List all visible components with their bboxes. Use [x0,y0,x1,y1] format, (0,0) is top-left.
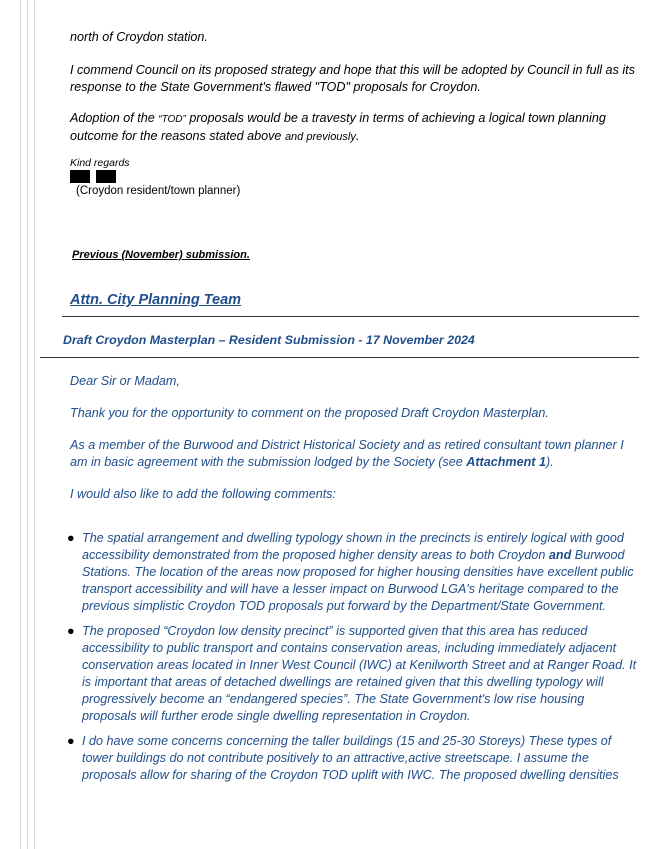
adoption-paragraph [70,110,640,146]
bullet-icon: ● [67,624,75,638]
add-comments: I would also like to add the following comments: [70,487,337,501]
redaction-block [96,170,116,183]
margin-line [20,0,21,849]
list-item [67,733,638,784]
thanks-paragraph: Thank you for the opportunity to comment on the proposed Draft Croydon Masterplan. [70,406,549,420]
margin-line [34,0,35,849]
divider [40,357,639,358]
adoption-text-a: Adoption of the [70,111,159,125]
member-text-b: ). [546,455,554,469]
attachment-ref: Attachment 1 [466,455,546,469]
adoption-text-b: proposals would be a travesty in terms of achieving a logical town planning outcome for the reasons stated above [70,111,606,143]
comments-list [67,530,638,784]
bullet-text: Burwood Stations. The location of the areas now proposed for higher housing densities have excellent public transport accessibility and will have a lesser impact on Burwood LGA's heritage compared to the previous simplistic Croydon TOD proposals put forward by the Department/State Government. [82,548,634,613]
adoption-previously: and previously [284,131,356,143]
attn-heading: Attn. City Planning Team [70,292,242,308]
bullet-icon: ● [67,531,75,545]
list-item [67,623,638,725]
resident-signature: (Croydon resident/town planner) [76,185,241,197]
salutation: Dear Sir or Madam, [70,374,180,388]
bullet-icon: ● [67,734,75,748]
margin-line [27,0,28,849]
bullet-text: The spatial arrangement and dwelling typology shown in the precincts is entirely logical with good accessibility demonstrated from the proposed higher density areas to both Croydon [82,531,624,562]
submission-title: Draft Croydon Masterplan – Resident Submission - 17 November 2024 [63,333,475,347]
bullet-text: The proposed “Croydon low density precinct” is supported given that this area has reduced accessibility to public transport and contains conservation areas, including immediately adjacent conservation areas located in Inner West Council (IWC) at Kenilworth Street and at Ranger Road. It is important that areas of detached dwellings are retained given that this dwelling typology will progressively become an “endangered species”. The State Government's low rise housing proposals will further erode single dwelling representation in Croydon. [82,624,637,723]
bullet-bold: and [548,548,572,562]
redaction-block [70,170,90,183]
bullet-text: I do have some concerns concerning the taller buildings (15 and 25-30 Storeys) These types of tower buildings do not contribute positively to an attractive,active streetscape. I assume the proposals allow for sharing of the Croydon TOD uplift with IWC. The proposed dwelling densities [82,734,619,782]
previous-submission-label: Previous (November) submission. [72,249,250,261]
member-paragraph [70,437,640,471]
divider [62,316,639,317]
member-text-a: As a member of the Burwood and District Historical Society and as retired consultant town planner I am in basic agreement with the submission lodged by the Society (see [70,438,624,469]
adoption-tod: “TOD” [158,114,186,125]
text-line: north of Croydon station. [70,30,208,44]
commend-paragraph: I commend Council on its proposed strategy and hope that this will be adopted by Council in full as its response to the State Government's flawed "TOD" proposals for Croydon. [70,63,635,94]
list-item [67,530,638,615]
adoption-period: . [355,129,360,143]
kind-regards: Kind regards [70,157,130,169]
